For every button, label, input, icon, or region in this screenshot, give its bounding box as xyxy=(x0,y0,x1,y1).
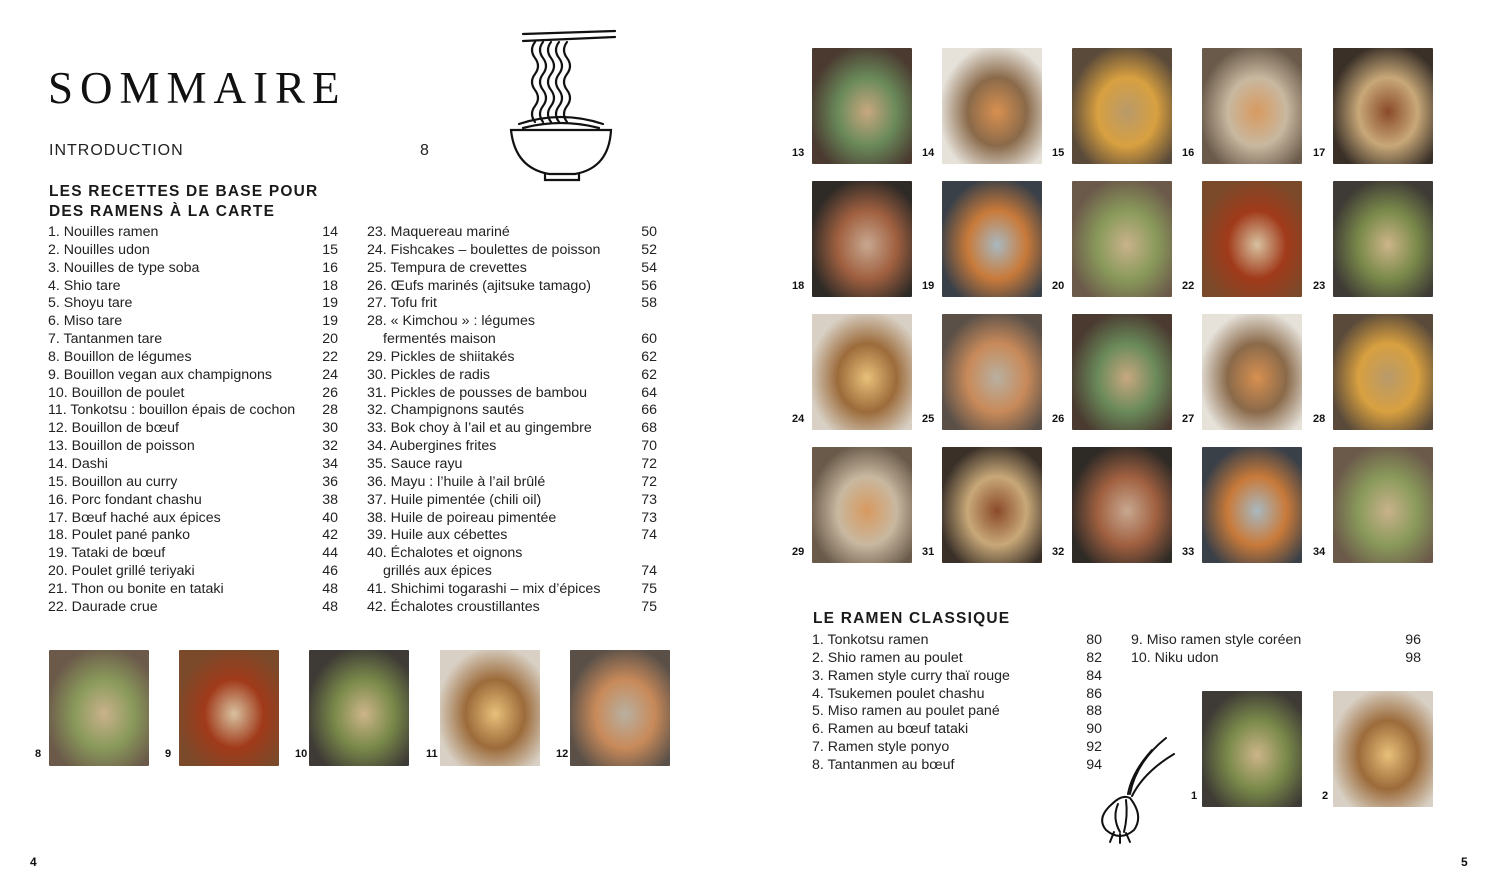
recipe-photo xyxy=(440,650,540,766)
toc-entry xyxy=(812,686,1102,704)
toc-entry xyxy=(48,260,338,278)
toc-entry-page: 14 xyxy=(322,224,338,240)
toc-entry xyxy=(367,402,657,420)
toc-entry xyxy=(812,703,1102,721)
toc-entry-label: 27. Tofu frit xyxy=(367,295,437,312)
toc-entry-page: 62 xyxy=(641,348,657,365)
page-number-right: 5 xyxy=(1461,855,1468,869)
toc-entry xyxy=(812,650,1102,668)
toc-entry xyxy=(367,492,657,510)
toc-entry xyxy=(812,668,1102,686)
toc-entry xyxy=(48,510,338,528)
recipe-photo xyxy=(1202,447,1302,563)
toc-entry xyxy=(367,474,657,492)
toc-entry-page: 19 xyxy=(322,295,338,312)
toc-entry-page: 46 xyxy=(322,563,338,580)
toc-entry-label: 18. Poulet pané panko xyxy=(48,527,190,544)
photo-number: 10 xyxy=(295,748,308,760)
toc-entry-label: 41. Shichimi togarashi – mix d’épices xyxy=(367,580,601,597)
toc-entry-page: 22 xyxy=(322,348,338,365)
toc-entry-label: 36. Mayu : l’huile à l’ail brûlé xyxy=(367,473,546,490)
toc-entry-page: 90 xyxy=(1086,721,1102,738)
toc-entry-label: 10. Bouillon de poulet xyxy=(48,384,185,401)
toc-entry-label: 17. Bœuf haché aux épices xyxy=(48,509,221,526)
photo-number: 19 xyxy=(922,280,935,292)
toc-entry-page: 54 xyxy=(641,259,657,276)
toc-entry-label: 37. Huile pimentée (chili oil) xyxy=(367,491,542,508)
toc-entry-page: 82 xyxy=(1086,649,1102,666)
recipe-photo xyxy=(812,48,912,164)
toc-entry-label: 1. Tonkotsu ramen xyxy=(812,632,929,648)
toc-entry-page: 84 xyxy=(1086,667,1102,684)
toc-entry xyxy=(48,563,338,581)
photo-number: 32 xyxy=(1052,546,1065,558)
toc-entry-page: 20 xyxy=(322,331,338,348)
toc-entry xyxy=(367,349,657,367)
toc-entry xyxy=(367,599,657,617)
toc-entry xyxy=(48,527,338,545)
toc-entry-label: 42. Échalotes croustillantes xyxy=(367,598,540,615)
toc-entry xyxy=(48,420,338,438)
intro-page-number: 8 xyxy=(420,142,429,159)
toc-entry-page: 68 xyxy=(641,420,657,437)
toc-entry-page: 66 xyxy=(641,402,657,419)
recipe-photo xyxy=(1333,314,1433,430)
toc-entry-label: 1. Nouilles ramen xyxy=(48,224,159,240)
toc-entry-page: 75 xyxy=(641,598,657,615)
toc-entry xyxy=(48,313,338,331)
toc-entry-label: 7. Tantanmen tare xyxy=(48,331,163,348)
photo-number: 1 xyxy=(1191,790,1198,802)
toc-entry-page: 44 xyxy=(322,545,338,562)
toc-entry xyxy=(1131,650,1421,668)
intro-label: INTRODUCTION xyxy=(49,142,184,159)
toc-entry-page: 18 xyxy=(322,277,338,294)
toc-entry-page: 19 xyxy=(322,313,338,330)
toc-entry-label: 19. Tataki de bœuf xyxy=(48,545,166,562)
toc-entry-page: 98 xyxy=(1405,649,1421,666)
toc-entry xyxy=(48,224,338,242)
photo-number: 20 xyxy=(1052,280,1065,292)
toc-entry-label: grillés aux épices xyxy=(383,563,492,580)
toc-entry xyxy=(48,331,338,349)
photo-number: 2 xyxy=(1322,790,1329,802)
recipe-photo xyxy=(1202,691,1302,807)
photo-number: 14 xyxy=(922,147,935,159)
toc-entry-page: 74 xyxy=(641,563,657,580)
toc-entry-label: 28. « Kimchou » : légumes xyxy=(367,313,535,330)
toc-column-1 xyxy=(48,224,338,617)
onion-icon xyxy=(1092,732,1177,844)
toc-entry-label: 13. Bouillon de poisson xyxy=(48,438,195,455)
toc-entry-page: 34 xyxy=(322,455,338,472)
recipe-photo xyxy=(1333,691,1433,807)
toc-entry xyxy=(1131,632,1421,650)
toc-entry xyxy=(367,563,657,581)
toc-entry-label: 9. Miso ramen style coréen xyxy=(1131,632,1302,648)
photo-number: 15 xyxy=(1052,147,1065,159)
toc-entry-page: 72 xyxy=(641,473,657,490)
toc-entry-page: 92 xyxy=(1086,739,1102,756)
recipe-photo xyxy=(179,650,279,766)
toc-entry-label: 26. Œufs marinés (ajitsuke tamago) xyxy=(367,277,591,294)
recipe-photo xyxy=(812,314,912,430)
toc-entry-page: 64 xyxy=(641,384,657,401)
toc-entry-page: 15 xyxy=(322,241,338,258)
toc-entry xyxy=(812,721,1102,739)
toc-entry-label: 22. Daurade crue xyxy=(48,598,158,615)
toc-entry-label: 9. Bouillon vegan aux champignons xyxy=(48,366,273,383)
toc-entry-page: 94 xyxy=(1086,756,1102,773)
toc-entry xyxy=(812,757,1102,775)
photo-number: 25 xyxy=(922,413,935,425)
toc-entry xyxy=(367,313,657,331)
toc-entry-page: 86 xyxy=(1086,685,1102,702)
toc-entry-page: 80 xyxy=(1086,632,1102,648)
photo-number: 24 xyxy=(792,413,805,425)
toc-entry-page: 48 xyxy=(322,598,338,615)
toc-entry-page: 72 xyxy=(641,455,657,472)
toc-entry-label: 6. Miso tare xyxy=(48,313,123,330)
toc-classic-column-1 xyxy=(812,632,1102,775)
toc-entry xyxy=(48,474,338,492)
toc-entry-label: 21. Thon ou bonite en tataki xyxy=(48,580,224,597)
toc-entry-page: 88 xyxy=(1086,703,1102,720)
toc-entry xyxy=(367,331,657,349)
toc-entry xyxy=(48,367,338,385)
photo-number: 12 xyxy=(556,748,569,760)
toc-entry-label: 2. Nouilles udon xyxy=(48,241,150,258)
photo-number: 23 xyxy=(1313,280,1326,292)
toc-entry xyxy=(48,438,338,456)
toc-entry-page: 38 xyxy=(322,491,338,508)
toc-entry-page: 30 xyxy=(322,420,338,437)
toc-entry xyxy=(367,510,657,528)
toc-entry-label: 12. Bouillon de bœuf xyxy=(48,420,179,437)
recipe-photo xyxy=(812,447,912,563)
toc-entry xyxy=(812,632,1102,650)
toc-entry-page: 16 xyxy=(322,259,338,276)
photo-number: 11 xyxy=(426,748,438,760)
toc-entry-page: 32 xyxy=(322,438,338,455)
photo-number: 27 xyxy=(1182,413,1195,425)
toc-entry xyxy=(367,224,657,242)
toc-entry-label: 24. Fishcakes – boulettes de poisson xyxy=(367,241,601,258)
toc-entry-label: 4. Shio tare xyxy=(48,277,121,294)
toc-entry xyxy=(48,402,338,420)
toc-entry xyxy=(367,581,657,599)
photo-number: 31 xyxy=(922,546,935,558)
recipe-photo xyxy=(1202,181,1302,297)
recipe-photo xyxy=(1072,447,1172,563)
toc-entry xyxy=(48,492,338,510)
toc-entry-label: 33. Bok choy à l’ail et au gingembre xyxy=(367,420,592,437)
toc-entry-label: 15. Bouillon au curry xyxy=(48,473,178,490)
photo-number: 8 xyxy=(35,748,42,760)
toc-entry-label: 2. Shio ramen au poulet xyxy=(812,649,963,666)
toc-entry-label: 7. Ramen style ponyo xyxy=(812,739,950,756)
toc-entry-label: 10. Niku udon xyxy=(1131,649,1219,666)
toc-entry-label: fermentés maison xyxy=(383,331,496,348)
toc-entry xyxy=(367,367,657,385)
toc-entry xyxy=(367,456,657,474)
toc-entry xyxy=(367,295,657,313)
toc-column-2 xyxy=(367,224,657,617)
recipe-photo xyxy=(309,650,409,766)
toc-entry xyxy=(367,242,657,260)
toc-entry-label: 35. Sauce rayu xyxy=(367,455,463,472)
toc-entry-label: 30. Pickles de radis xyxy=(367,366,491,383)
toc-entry-label: 5. Shoyu tare xyxy=(48,295,133,312)
toc-entry xyxy=(48,581,338,599)
toc-entry xyxy=(48,242,338,260)
photo-number: 18 xyxy=(792,280,805,292)
toc-entry-label: 38. Huile de poireau pimentée xyxy=(367,509,557,526)
toc-entry-page: 62 xyxy=(641,366,657,383)
toc-entry-page: 74 xyxy=(641,527,657,544)
page-title: SOMMAIRE xyxy=(48,63,347,113)
toc-entry-label: 20. Poulet grillé teriyaki xyxy=(48,563,195,580)
photo-number: 28 xyxy=(1313,413,1326,425)
toc-entry xyxy=(367,545,657,563)
recipe-photo xyxy=(1072,314,1172,430)
toc-entry-page: 73 xyxy=(641,509,657,526)
toc-entry-page: 42 xyxy=(322,527,338,544)
toc-entry-label: 4. Tsukemen poulet chashu xyxy=(812,685,985,702)
recipe-photo xyxy=(812,181,912,297)
photo-number: 22 xyxy=(1182,280,1195,292)
toc-entry-page: 75 xyxy=(641,580,657,597)
recipe-photo xyxy=(1202,48,1302,164)
toc-entry-label: 23. Maquereau mariné xyxy=(367,224,510,240)
recipe-photo xyxy=(1072,48,1172,164)
toc-entry-label: 39. Huile aux cébettes xyxy=(367,527,508,544)
ramen-bowl-icon xyxy=(505,28,620,188)
toc-entry-page: 70 xyxy=(641,438,657,455)
toc-entry-page: 60 xyxy=(641,331,657,348)
toc-entry-page: 24 xyxy=(322,366,338,383)
toc-entry-label: 34. Aubergines frites xyxy=(367,438,497,455)
toc-entry xyxy=(48,295,338,313)
toc-entry-page: 26 xyxy=(322,384,338,401)
toc-entry-page: 96 xyxy=(1405,632,1421,648)
recipe-photo xyxy=(1202,314,1302,430)
toc-entry-label: 11. Tonkotsu : bouillon épais de cochon xyxy=(48,402,296,419)
section-title-classic: LE RAMEN CLASSIQUE xyxy=(813,610,1011,627)
photo-number: 33 xyxy=(1182,546,1195,558)
recipe-photo xyxy=(1333,447,1433,563)
toc-entry-label: 25. Tempura de crevettes xyxy=(367,259,527,276)
toc-entry-page: 40 xyxy=(322,509,338,526)
toc-entry-page: 50 xyxy=(641,224,657,240)
toc-entry xyxy=(48,456,338,474)
toc-entry-page: 36 xyxy=(322,473,338,490)
recipe-photo xyxy=(1333,181,1433,297)
recipe-photo xyxy=(1333,48,1433,164)
toc-entry xyxy=(812,739,1102,757)
recipe-photo xyxy=(570,650,670,766)
toc-entry xyxy=(367,278,657,296)
toc-entry-label: 6. Ramen au bœuf tataki xyxy=(812,721,969,738)
toc-entry xyxy=(367,260,657,278)
photo-number: 9 xyxy=(165,748,172,760)
toc-entry-label: 40. Échalotes et oignons xyxy=(367,545,523,562)
toc-entry xyxy=(48,545,338,563)
toc-entry xyxy=(48,599,338,617)
toc-entry-label: 3. Nouilles de type soba xyxy=(48,259,200,276)
recipe-photo xyxy=(942,181,1042,297)
toc-entry xyxy=(367,438,657,456)
photo-number: 17 xyxy=(1313,147,1326,159)
toc-entry xyxy=(48,385,338,403)
toc-entry-label: 31. Pickles de pousses de bambou xyxy=(367,384,588,401)
photo-number: 13 xyxy=(792,147,805,159)
toc-entry-label: 8. Bouillon de légumes xyxy=(48,348,192,365)
recipe-photo xyxy=(942,314,1042,430)
toc-entry xyxy=(48,349,338,367)
toc-entry-label: 32. Champignons sautés xyxy=(367,402,524,419)
recipe-photo xyxy=(1072,181,1172,297)
toc-entry xyxy=(367,385,657,403)
toc-entry-label: 5. Miso ramen au poulet pané xyxy=(812,703,1000,720)
section-title-base: LES RECETTES DE BASE POUR DES RAMENS À LA CARTE xyxy=(49,183,319,220)
recipe-photo xyxy=(49,650,149,766)
toc-entry-page: 58 xyxy=(641,295,657,312)
toc-entry-page: 48 xyxy=(322,580,338,597)
toc-entry-label: 3. Ramen style curry thaï rouge xyxy=(812,667,1010,684)
toc-entry-label: 14. Dashi xyxy=(48,455,108,472)
photo-number: 34 xyxy=(1313,546,1326,558)
photo-number: 26 xyxy=(1052,413,1065,425)
toc-entry xyxy=(367,527,657,545)
photo-number: 16 xyxy=(1182,147,1195,159)
toc-entry-label: 29. Pickles de shiitakés xyxy=(367,348,515,365)
toc-entry-label: 16. Porc fondant chashu xyxy=(48,491,202,508)
recipe-photo xyxy=(942,48,1042,164)
toc-entry-label: 8. Tantanmen au bœuf xyxy=(812,756,955,773)
page-number-left: 4 xyxy=(30,855,37,869)
toc-entry-page: 52 xyxy=(641,241,657,258)
toc-entry xyxy=(367,420,657,438)
photo-number: 29 xyxy=(792,546,805,558)
toc-entry-page: 73 xyxy=(641,491,657,508)
recipe-photo xyxy=(942,447,1042,563)
toc-entry-page: 28 xyxy=(322,402,338,419)
toc-entry xyxy=(48,278,338,296)
toc-entry-page: 56 xyxy=(641,277,657,294)
toc-classic-column-2 xyxy=(1131,632,1421,668)
